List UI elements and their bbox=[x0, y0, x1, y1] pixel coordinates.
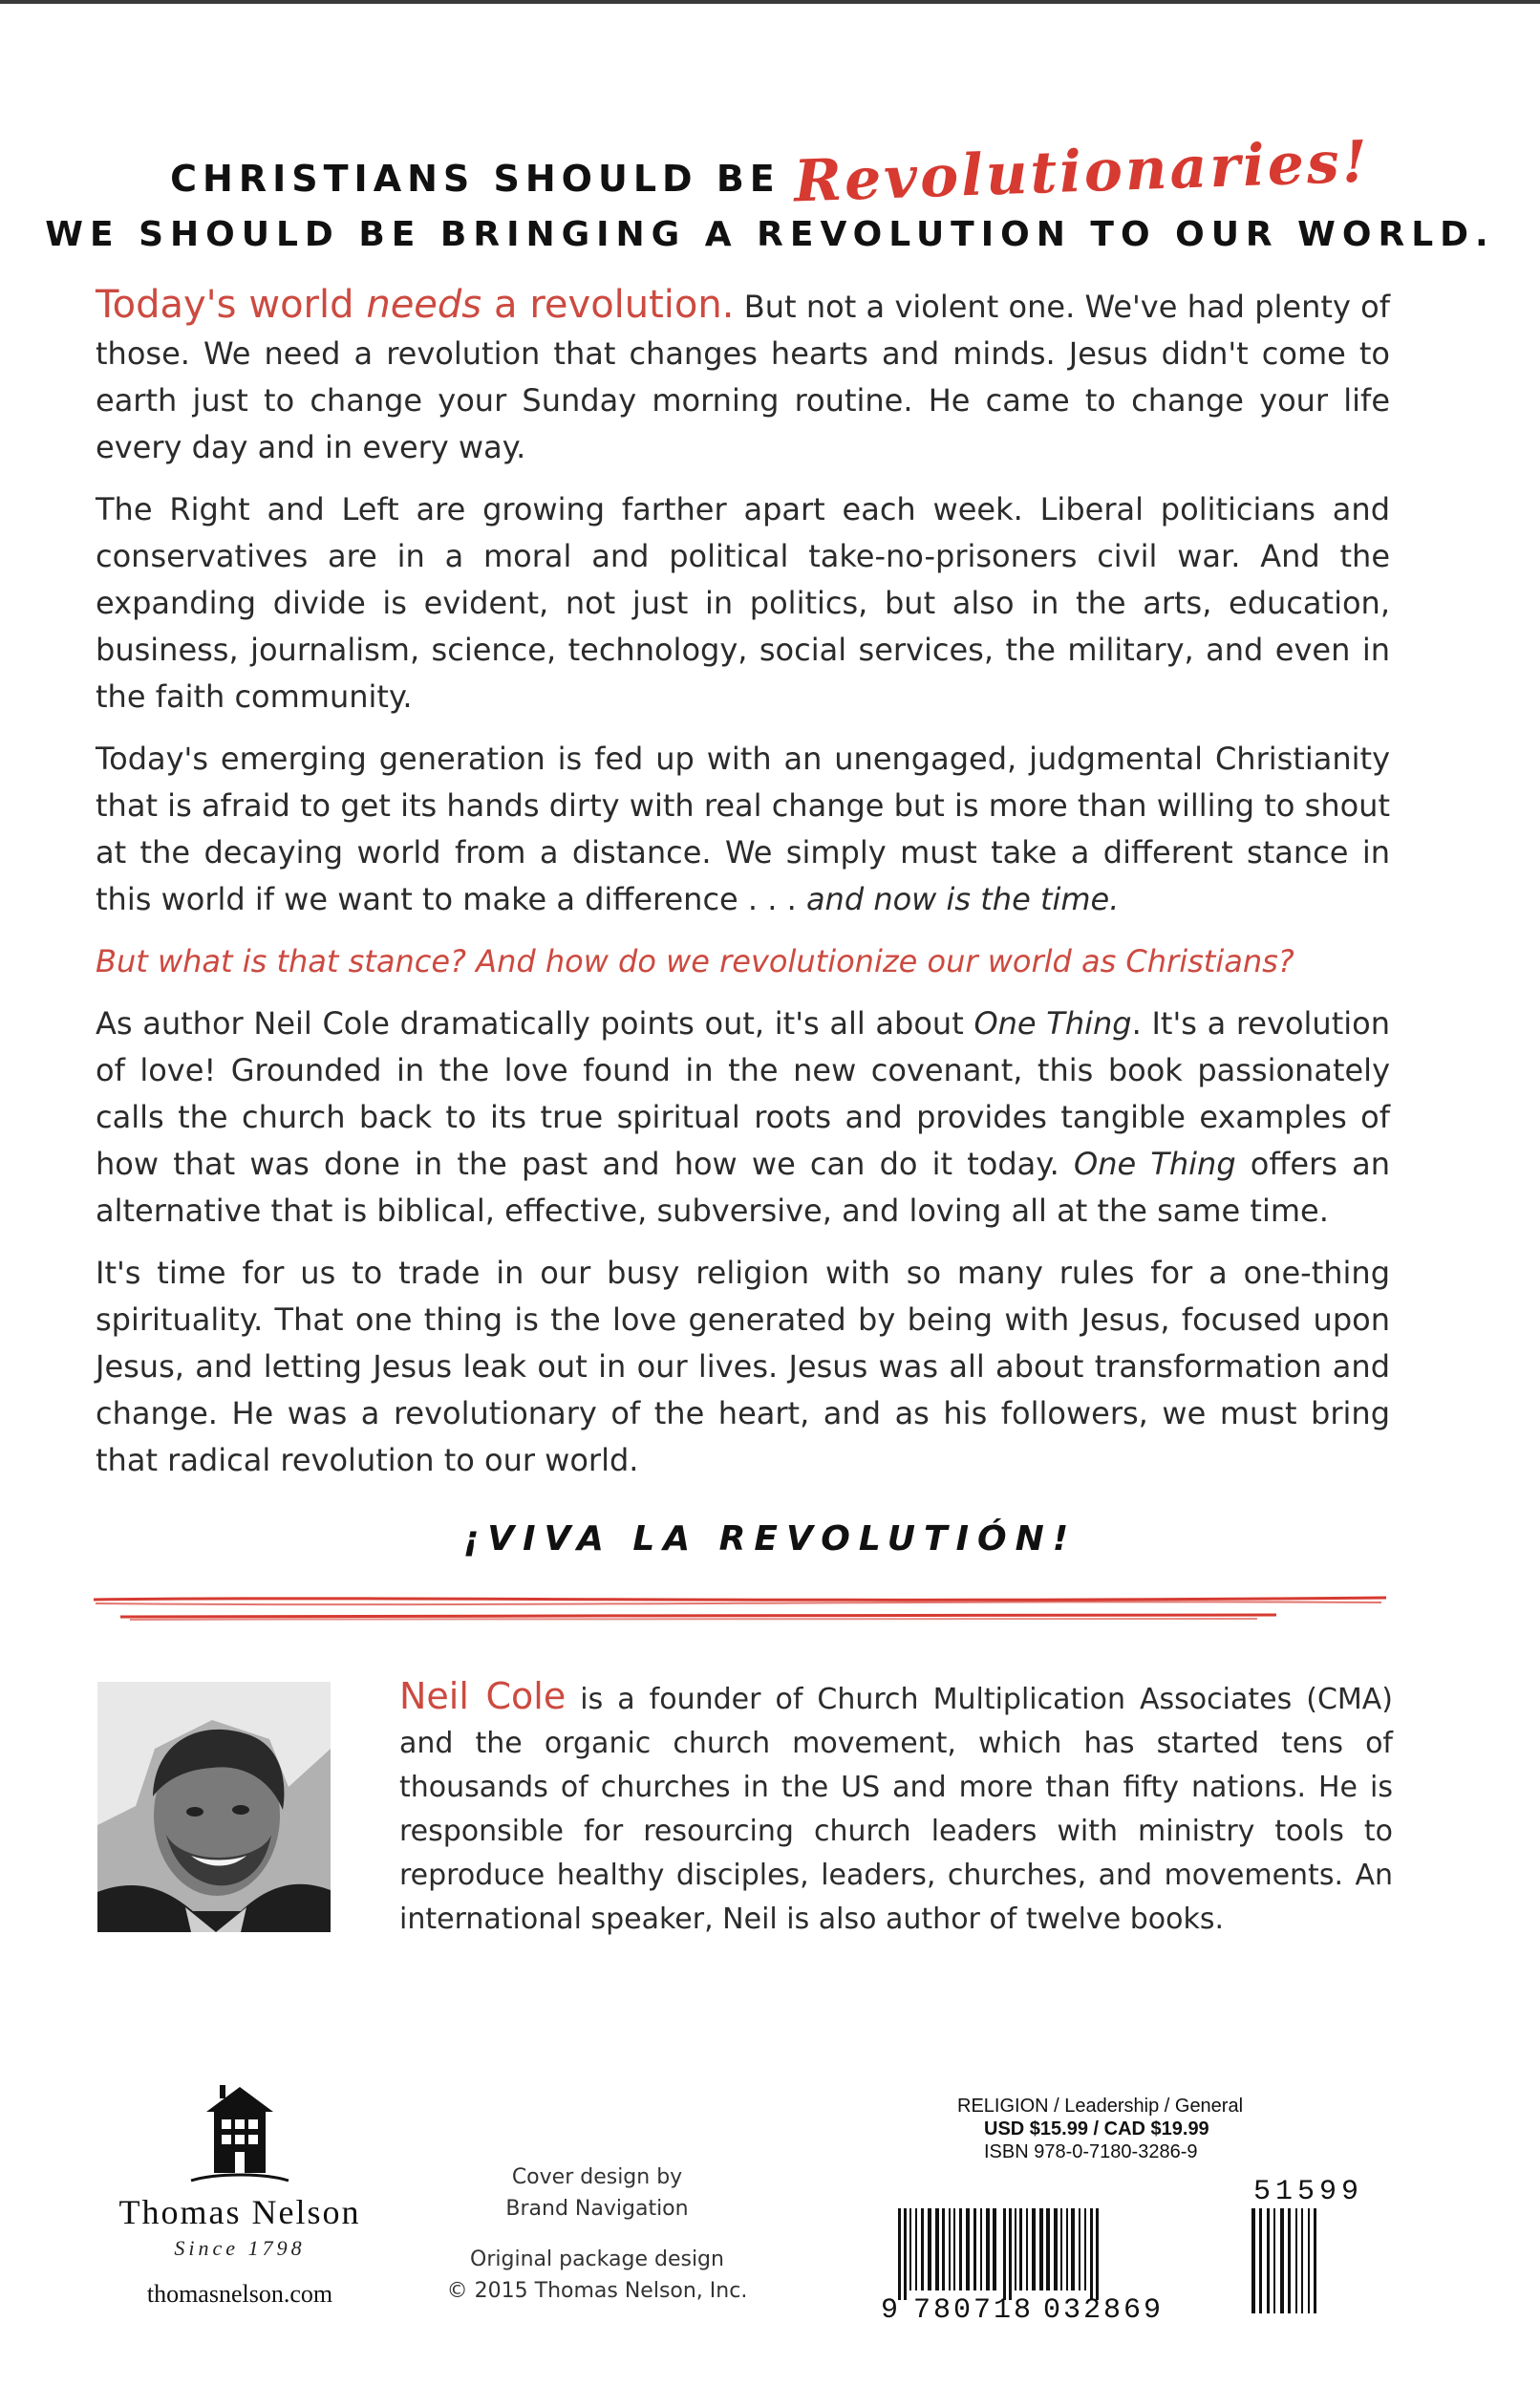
barcode-bar bbox=[1071, 2208, 1075, 2290]
one-thing-title-2: One Thing bbox=[1074, 1146, 1236, 1182]
paragraph-2: The Right and Left are growing farther apart each week. Liberal politicians and conservatives are in a moral and political take-no-prisoners civil war. And the expanding divide is evident, not just in politics, but also in the arts, education, business, journalism, science, technology, social services, the military, and even in the faith community. bbox=[96, 491, 1390, 715]
cover-credit-line-2: Brand Navigation bbox=[505, 2197, 689, 2221]
lead-needs: needs bbox=[366, 283, 482, 327]
barcode-guard-bar bbox=[898, 2208, 901, 2300]
paragraph-5-c: offers an alternative that is biblical, effective, subversive, and loving all at the same time. bbox=[96, 1146, 1391, 1229]
barcode-bar bbox=[1046, 2208, 1050, 2290]
barcode-bar bbox=[1060, 2208, 1062, 2290]
question-line: But what is that stance? And how do we revolutionize our world as Christians? bbox=[96, 943, 1294, 979]
barcode-guard-bar bbox=[1009, 2208, 1012, 2300]
barcode-bar bbox=[980, 2208, 982, 2290]
publisher-name: Thomas Nelson bbox=[118, 2193, 361, 2231]
paragraph-3 bbox=[96, 736, 1390, 923]
barcode-bar bbox=[959, 2208, 962, 2290]
ean-bars bbox=[898, 2208, 1099, 2300]
addon-bar bbox=[1301, 2208, 1303, 2313]
barcode-bar bbox=[915, 2208, 917, 2290]
author-photo bbox=[97, 1682, 331, 1932]
barcode-guard-bar bbox=[1003, 2208, 1006, 2300]
lead-phrase bbox=[96, 283, 734, 327]
barcode-info bbox=[860, 2095, 1395, 2163]
red-scribble-divider bbox=[92, 1590, 1391, 1628]
package-credit-line-2: © 2015 Thomas Nelson, Inc. bbox=[446, 2279, 748, 2303]
author-bio bbox=[399, 1674, 1393, 1942]
barcode-guard-bar bbox=[1096, 2208, 1099, 2300]
addon-bar bbox=[1259, 2208, 1262, 2313]
barcode-bar bbox=[953, 2208, 955, 2290]
addon-bars bbox=[1251, 2208, 1316, 2313]
barcode-bar bbox=[1066, 2208, 1068, 2290]
paragraph-5-a: As author Neil Cole dramatically points out, it's all about bbox=[96, 1005, 974, 1042]
barcode-bar bbox=[1026, 2208, 1028, 2290]
barcode-addon: 51599 bbox=[1253, 2176, 1364, 2208]
paragraph-3-main: Today's emerging generation is fed up with an unengaged, judgmental Christianity that is afraid to get its hands dirty with real change but is more than willing to shout at the decaying world from a distance. We simply must take a different stance in this world if we want to make a difference . . . bbox=[96, 741, 1390, 917]
barcode-group-2: 032869 bbox=[1043, 2294, 1165, 2327]
barcode-guard-bar bbox=[1090, 2208, 1093, 2300]
barcode-bar bbox=[966, 2208, 970, 2290]
paragraph-5-b: . It's a revolution of love! Grounded in the love found in the new covenant, this book passionately calls the church back to its true spiritual roots and provides tangible examples of how that was done in the past and how we can do it today. bbox=[96, 1005, 1391, 1182]
paragraph-1-rest: But not a violent one. We've had plenty of those. We need a revolution that changes hearts and minds. Jesus didn't come to earth just to change your Sunday morning routine. He came to change your life every day and in every way. bbox=[96, 289, 1391, 465]
handwritten-revolutionaries: Revolutionaries! bbox=[792, 128, 1371, 216]
headline-line-1 bbox=[0, 128, 1540, 216]
publisher-block bbox=[92, 2074, 388, 2309]
cover-credit-line-1: Cover design by bbox=[511, 2165, 683, 2189]
bisac-category: RELIGION / Leadership / General bbox=[957, 2096, 1244, 2117]
addon-bar bbox=[1267, 2208, 1270, 2313]
author-bio-text: is a founder of Church Multiplication Associates (CMA) and the organic church movement, which has started tens of thousands of churches in the US and more than fifty nations. He is responsible for resourcing church leaders with ministry tools to reproduce healthy disciples, leaders, churches, and movements. An international speaker, Neil is also author of twelve books. bbox=[399, 1683, 1393, 1936]
headline-prefix: CHRISTIANS SHOULD BE bbox=[170, 158, 781, 200]
barcode-first-digit: 9 bbox=[881, 2294, 899, 2327]
paragraph-6: It's time for us to trade in our busy religion with so many rules for a one-thing spirituality. That one thing is the love generated by being with Jesus, focused upon Jesus, and letting Jesus leak out in our lives. Jesus was all about transformation and change. He was a revolutionary of the heart, and as his followers, we must bring that radical revolution to our world. bbox=[96, 1255, 1390, 1478]
viva-la-revolution: ¡VIVA LA REVOLUTIÓN! bbox=[462, 1519, 1078, 1559]
price: USD $15.99 / CAD $19.99 bbox=[984, 2118, 1209, 2140]
addon-bar bbox=[1288, 2208, 1291, 2313]
addon-bar bbox=[1251, 2208, 1255, 2313]
barcode-bar bbox=[1039, 2208, 1043, 2290]
barcode-bar bbox=[1084, 2208, 1086, 2290]
one-thing-title-1: One Thing bbox=[973, 1005, 1132, 1042]
top-edge-line bbox=[0, 0, 1540, 4]
barcode-bar bbox=[935, 2208, 939, 2290]
barcode-bar bbox=[942, 2208, 945, 2290]
addon-bar bbox=[1295, 2208, 1297, 2313]
paragraph-3-italic: and now is the time. bbox=[805, 881, 1120, 917]
lead-part-a: Today's world bbox=[96, 283, 367, 327]
isbn-barcode bbox=[860, 2174, 1395, 2327]
barcode-bar bbox=[921, 2208, 924, 2290]
barcode-bar bbox=[1032, 2208, 1036, 2290]
barcode-guard-bar bbox=[904, 2208, 907, 2300]
barcode-bar bbox=[986, 2208, 990, 2290]
lead-part-b: a revolution. bbox=[481, 283, 735, 327]
isbn: ISBN 978-0-7180-3286-9 bbox=[984, 2141, 1198, 2162]
barcode-bar bbox=[1015, 2208, 1016, 2290]
barcode-bar bbox=[993, 2208, 996, 2290]
author-name: Neil Cole bbox=[399, 1675, 567, 1717]
headline-line-2: WE SHOULD BE BRINGING A REVOLUTION TO OUR WORLD. bbox=[45, 215, 1495, 254]
publisher-since: Since 1798 bbox=[174, 2236, 306, 2260]
paragraph-1 bbox=[96, 282, 1390, 471]
barcode-bar bbox=[1079, 2208, 1080, 2290]
blurb-body bbox=[96, 282, 1390, 1499]
barcode-group-1: 780718 bbox=[913, 2294, 1035, 2327]
package-credit-line-1: Original package design bbox=[470, 2247, 724, 2271]
barcode-bar bbox=[1019, 2208, 1022, 2290]
barcode-bar bbox=[973, 2208, 976, 2290]
addon-bar bbox=[1273, 2208, 1275, 2313]
barcode-bar bbox=[1054, 2208, 1058, 2290]
publisher-house-logo-icon bbox=[187, 2074, 292, 2188]
addon-bar bbox=[1308, 2208, 1310, 2313]
barcode-bar bbox=[928, 2208, 931, 2290]
paragraph-5 bbox=[96, 1000, 1390, 1235]
publisher-url: thomasnelson.com bbox=[146, 2280, 333, 2308]
addon-bar bbox=[1314, 2208, 1316, 2313]
barcode-bar bbox=[909, 2208, 911, 2290]
barcode-bar bbox=[949, 2208, 951, 2290]
addon-bar bbox=[1280, 2208, 1284, 2313]
design-credits bbox=[439, 2161, 755, 2307]
